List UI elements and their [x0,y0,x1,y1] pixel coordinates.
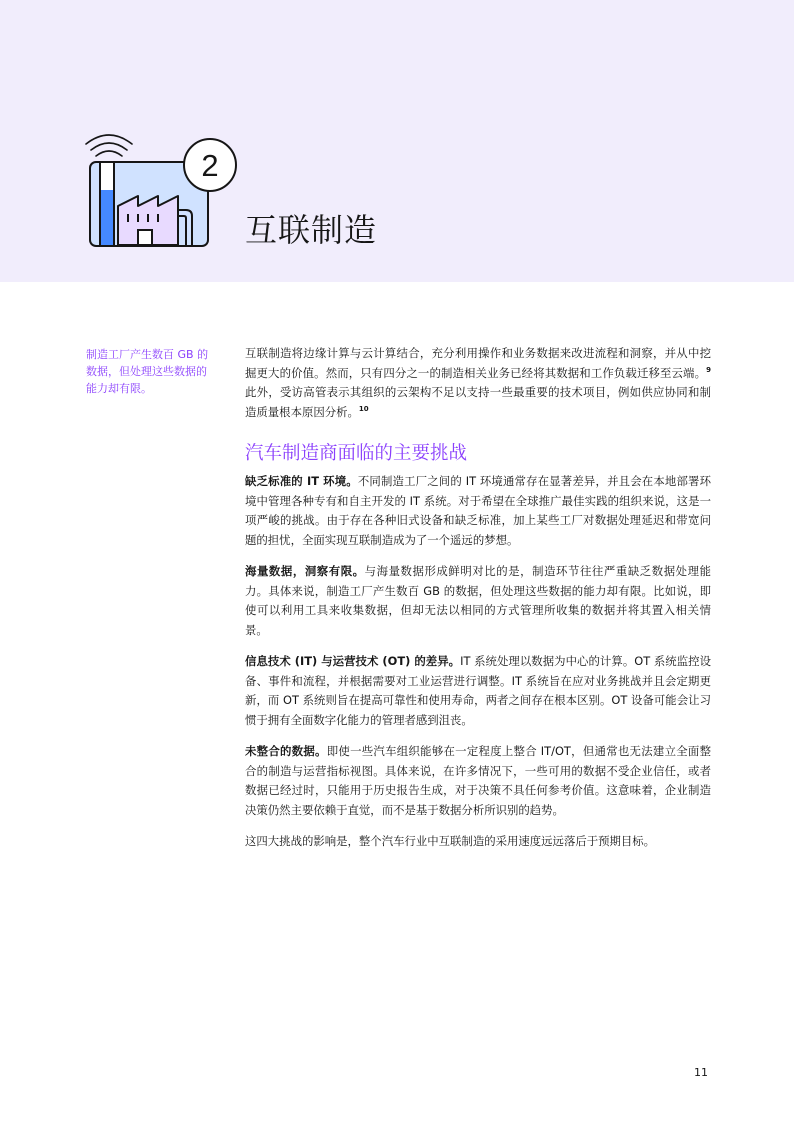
intro-paragraph [245,344,711,422]
challenge-lead: 缺乏标准的 IT 环境。 [245,474,358,488]
wifi-signal-icon [86,135,132,156]
challenge-paragraph [245,742,711,820]
challenge-body: 不同制造工厂之间的 IT 环境通常存在显著差异，并且会在本地部署环境中管理各种专有和自主开发的 IT 系统。对于希望在全球推广最佳实践的组织来说，这是一项严峻的挑战。由于存在各种旧式设备和缺乏标准，加上某些工厂对数据处理延迟和带宽问题的担忧，全面实现互联制造成为了一个遥远的梦想。 [245,474,711,547]
chapter-title: 互联制造 [245,211,378,249]
challenge-lead: 海量数据，洞察有限。 [245,564,365,578]
challenge-body: 与海量数据形成鲜明对比的是，制造环节往往严重缺乏数据处理能力。具体来说，制造工厂产生数百 GB 的数据，但处理这些数据的能力却有限。比如说，即使可以利用工具来收集数据，但却无法以相同的方式管理所收集的数据并将其置入相关情景。 [245,564,711,637]
chapter-number: 2 [201,148,219,183]
main-content [245,344,711,864]
footnote-ref-10[interactable]: 10 [358,404,369,413]
intro-text: 互联制造将边缘计算与云计算结合，充分利用操作和业务数据来改进流程和洞察，并从中挖掘更大的价值。然而，只有四分之一的制造相关业务已经将其数据和工作负载迁移至云端。 [245,346,711,380]
challenge-paragraph [245,472,711,550]
challenge-paragraph [245,652,711,730]
challenge-paragraph [245,562,711,640]
gauge-fill [101,190,113,245]
section-heading: 汽车制造商面临的主要挑战 [245,443,468,464]
challenge-lead: 信息技术 (IT) 与运营技术 (OT) 的差异。 [245,654,461,668]
footnote-ref-9[interactable]: 9 [706,365,711,374]
challenge-body: 即使一些汽车组织能够在一定程度上整合 IT/OT，但通常也无法建立全面整合的制造与运营指标视图。具体来说，在许多情况下，一些可用的数据不受企业信任，或者数据已经过时，只能用于历史报告生成，对于决策不具任何参考价值。这意味着，企业制造决策仍然主要依赖于直觉，而不是基于数据分析所识别的趋势。 [245,744,711,817]
connected-factory-icon [82,134,242,254]
challenge-lead: 未整合的数据。 [245,744,327,758]
conclusion-paragraph: 这四大挑战的影响是，整个汽车行业中互联制造的采用速度远远落后于预期目标。 [245,834,656,848]
intro-text-2: 此外，受访高管表示其组织的云架构不足以支持一些最重要的技术项目，例如供应协同和制造质量根本原因分析。 [245,385,711,419]
factory-door [138,230,152,245]
page-number: 11 [694,1066,708,1079]
challenge-body: IT 系统处理以数据为中心的计算。OT 系统监控设备、事件和流程，并根据需要对工业运营进行调整。IT 系统旨在应对业务挑战并且会定期更新，而 OT 系统则旨在提高可靠性和使用寿命，两者之间存在根本区别。OT 设备可能会让习惯于拥有全面数字化能力的管理者感到沮丧。 [245,654,712,727]
sidebar-pull-quote: 制造工厂产生数百 GB 的数据，但处理这些数据的能力却有限。 [86,348,209,395]
